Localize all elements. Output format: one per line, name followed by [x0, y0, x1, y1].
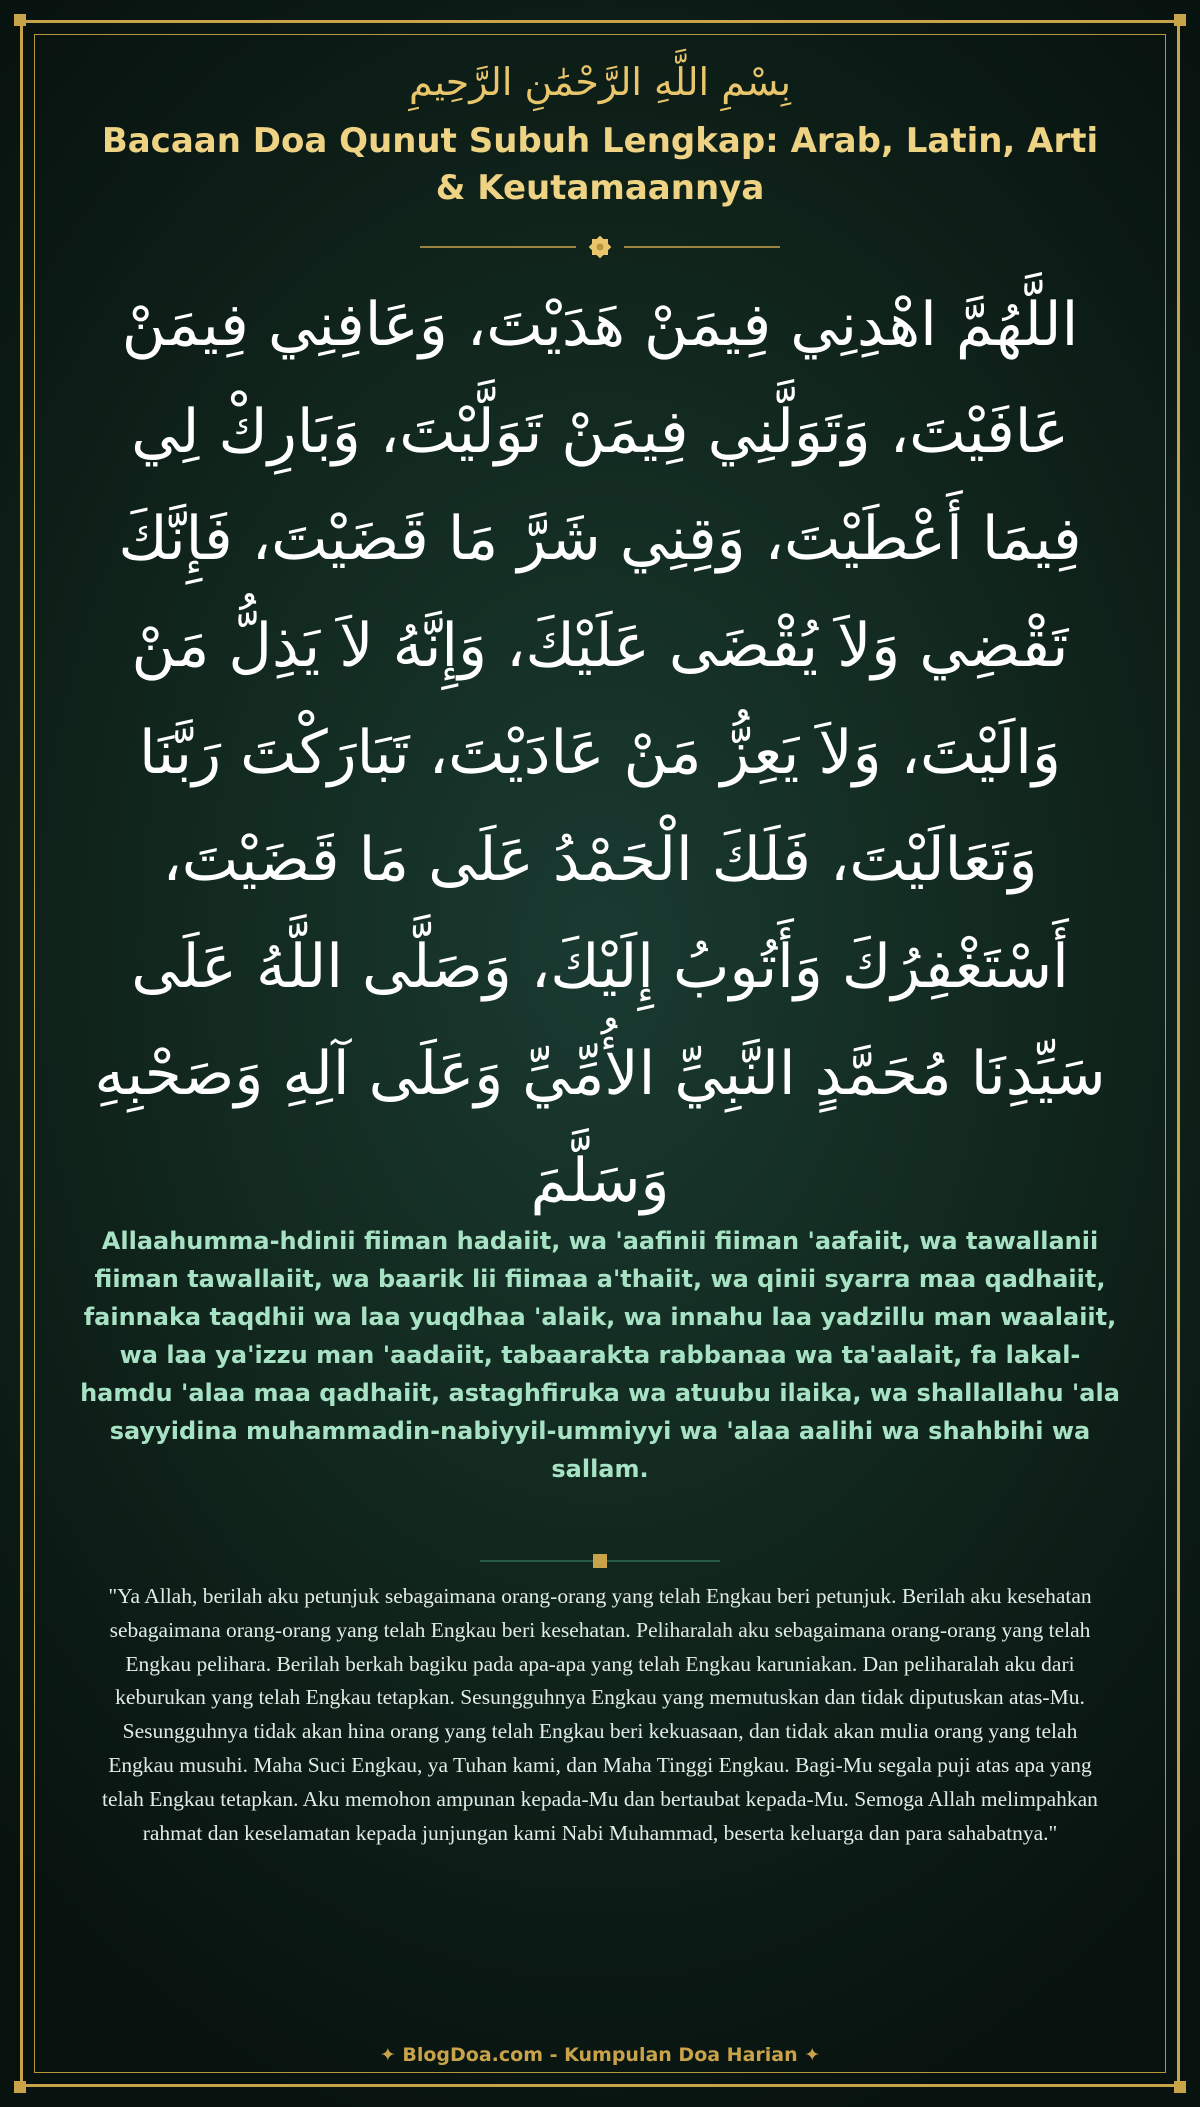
- translation-divider: [0, 1550, 1200, 1572]
- footer-credit: ✦ BlogDoa.com - Kumpulan Doa Harian ✦: [379, 2044, 821, 2066]
- corner-ornament-icon: [1174, 14, 1186, 26]
- flower-ornament-icon: [589, 236, 612, 259]
- bismillah-heading: بِسْمِ اللَّهِ الرَّحْمَٰنِ الرَّحِيمِ: [409, 60, 791, 104]
- arabic-prayer-text: اللَّهُمَّ اهْدِنِي فِيمَنْ هَدَيْتَ، وَعَافِنِي فِيمَنْ عَافَيْتَ، وَتَوَلَّنِي فِيمَنْ تَوَلَّيْتَ، وَبَارِكْ لِي فِيمَا أَعْطَيْتَ، وَقِنِي شَرَّ مَا قَضَيْتَ، فَإِنَّكَ تَقْضِي وَلاَ يُقْضَى عَلَيْكَ، وَإِنَّهُ لاَ يَذِلُّ مَنْ وَالَيْتَ، وَلاَ يَعِزُّ مَنْ عَادَيْتَ، تَبَارَكْتَ رَبَّنَا وَتَعَالَيْتَ، فَلَكَ الْحَمْدُ عَلَى مَا قَضَيْتَ، أَسْتَغْفِرُكَ وَأَتُوبُ إِلَيْكَ، وَصَلَّى اللَّهُ عَلَى سَيِّدِنَا مُحَمَّدٍ النَّبِيِّ الأُمِّيِّ وَعَلَى آلِهِ وَصَحْبِهِ وَسَلَّمَ: [94, 290, 1106, 1216]
- square-ornament-icon: [593, 1554, 607, 1568]
- corner-ornament-icon: [14, 2081, 26, 2093]
- corner-ornament-icon: [1174, 2081, 1186, 2093]
- corner-ornament-icon: [14, 14, 26, 26]
- page-title: Bacaan Doa Qunut Subuh Lengkap: Arab, Latin, Arti & Keutamaannya: [101, 121, 1099, 208]
- header-divider: [0, 232, 1200, 262]
- indonesian-translation: "Ya Allah, berilah aku petunjuk sebagaimana orang-orang yang telah Engkau beri petunjuk. Berilah aku kesehatan sebagaimana orang-orang yang telah Engkau beri kesehatan. Peliharalah aku sebagaimana orang-orang yang telah Engkau pelihara. Berilah berkah bagiku pada apa-apa yang telah Engkau karuniakan. Dan peliharalah aku dari keburukan yang telah Engkau tetapkan. Sesungguhnya Engkau yang memutuskan dan tidak diputuskan atas-Mu. Sesungguhnya tidak akan hina orang yang telah Engkau beri kekuasaan, dan tidak akan mulia orang yang telah Engkau musuhi. Maha Suci Engkau, ya Tuhan kami, dan Maha Tinggi Engkau. Bagi-Mu segala puji atas apa yang telah Engkau tetapkan. Aku memohon ampunan kepada-Mu dan bertaubat kepada-Mu. Semoga Allah melimpahkan rahmat dan keselamatan kepada junjungan kami Nabi Muhammad, beserta keluarga dan para sahabatnya.": [102, 1584, 1098, 1845]
- latin-transliteration: Allaahumma-hdinii fiiman hadaiit, wa 'aafinii fiiman 'aafaiit, wa tawallanii fiiman tawallaiit, wa baarik lii fiimaa a'thaiit, wa qinii syarra maa qadhaiit, fainnaka taqdhii wa laa yuqdhaa 'alaik, wa innahu laa yadzillu man waalaiit, wa laa ya'izzu man 'aadaiit, tabaarakta rabbanaa wa ta'aalait, fa lakal-hamdu 'alaa maa qadhaiit, astaghfiruka wa atuubu ilaika, wa shallallahu 'ala sayyidina muhammadin-nabiyyil-ummiyyi wa 'alaa aalihi wa shahbihi wa sallam.: [80, 1227, 1120, 1483]
